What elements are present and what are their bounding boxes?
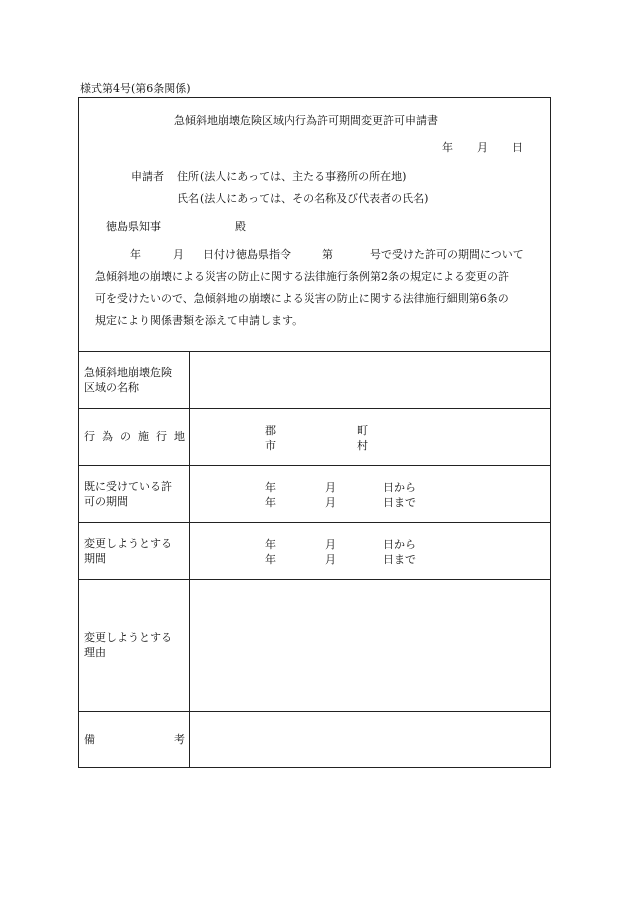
new-period-to-month: 月	[325, 553, 336, 566]
body-month: 月	[173, 248, 184, 261]
new-period-from-day: 日から	[383, 538, 416, 551]
current-period-label-2: 可の期間	[84, 495, 128, 508]
applicant-address-label: 住所	[177, 170, 199, 183]
current-period-from-month: 月	[325, 481, 336, 494]
new-period-to-year: 年	[265, 553, 276, 566]
new-period-from-year: 年	[265, 538, 276, 551]
body-line2: 急傾斜地の崩壊による災害の防止に関する法律施行条例第2条の規定による変更の許	[95, 270, 509, 283]
applicant-address-note: (法人にあっては、主たる事務所の所在地)	[200, 170, 407, 183]
current-period-from-year: 年	[265, 481, 276, 494]
column-divider	[189, 351, 190, 768]
current-period-from-day: 日から	[383, 481, 416, 494]
new-period-label-1: 変更しようとする	[84, 537, 172, 550]
reason-label-1: 変更しようとする	[84, 631, 172, 644]
row-divider	[78, 522, 551, 523]
body-line1-end: 号で受けた許可の期間について	[370, 248, 524, 261]
row-divider	[78, 711, 551, 712]
area-name-label-1: 急傾斜地崩壊危険	[84, 366, 172, 379]
row-divider	[78, 579, 551, 580]
location-mura: 村	[357, 439, 368, 452]
new-period-label-2: 期間	[84, 552, 106, 565]
body-line4: 規定により関係書類を添えて申請します。	[95, 314, 304, 327]
current-period-to-day: 日まで	[383, 496, 416, 509]
current-period-label-1: 既に受けている許	[84, 480, 172, 493]
new-period-to-day: 日まで	[383, 553, 416, 566]
body-year: 年	[130, 248, 141, 261]
applicant-label: 申請者	[131, 170, 164, 183]
form-number: 様式第4号(第6条関係)	[80, 82, 191, 95]
form-title: 急傾斜地崩壊危険区域内行為許可期間変更許可申請書	[174, 114, 438, 127]
applicant-name-label: 氏名	[177, 192, 199, 205]
applicant-name-note: (法人にあっては、その名称及び代表者の氏名)	[200, 192, 429, 205]
remarks-label-char1: 備	[84, 733, 95, 746]
date-day: 日	[512, 141, 523, 154]
area-name-label-2: 区域の名称	[84, 381, 139, 394]
reason-label-2: 理由	[84, 646, 106, 659]
date-year: 年	[442, 141, 453, 154]
addressee-name: 徳島県知事	[106, 220, 161, 233]
row-divider	[78, 465, 551, 466]
remarks-label-char2: 考	[174, 733, 185, 746]
body-line3: 可を受けたいので、急傾斜地の崩壊による災害の防止に関する法律施行細則第6条の	[95, 292, 509, 305]
body-directive: 日付け徳島県指令	[203, 248, 291, 261]
location-shi: 市	[265, 439, 276, 452]
location-label: 行為の施行地	[84, 430, 192, 443]
date-month: 月	[477, 141, 488, 154]
location-machi: 町	[357, 424, 368, 437]
body-number-prefix: 第	[322, 248, 333, 261]
current-period-to-month: 月	[325, 496, 336, 509]
row-divider	[78, 408, 551, 409]
addressee-honorific: 殿	[235, 220, 246, 233]
location-gun: 郡	[265, 424, 276, 437]
table-top-rule	[78, 351, 551, 352]
current-period-to-year: 年	[265, 496, 276, 509]
new-period-from-month: 月	[325, 538, 336, 551]
